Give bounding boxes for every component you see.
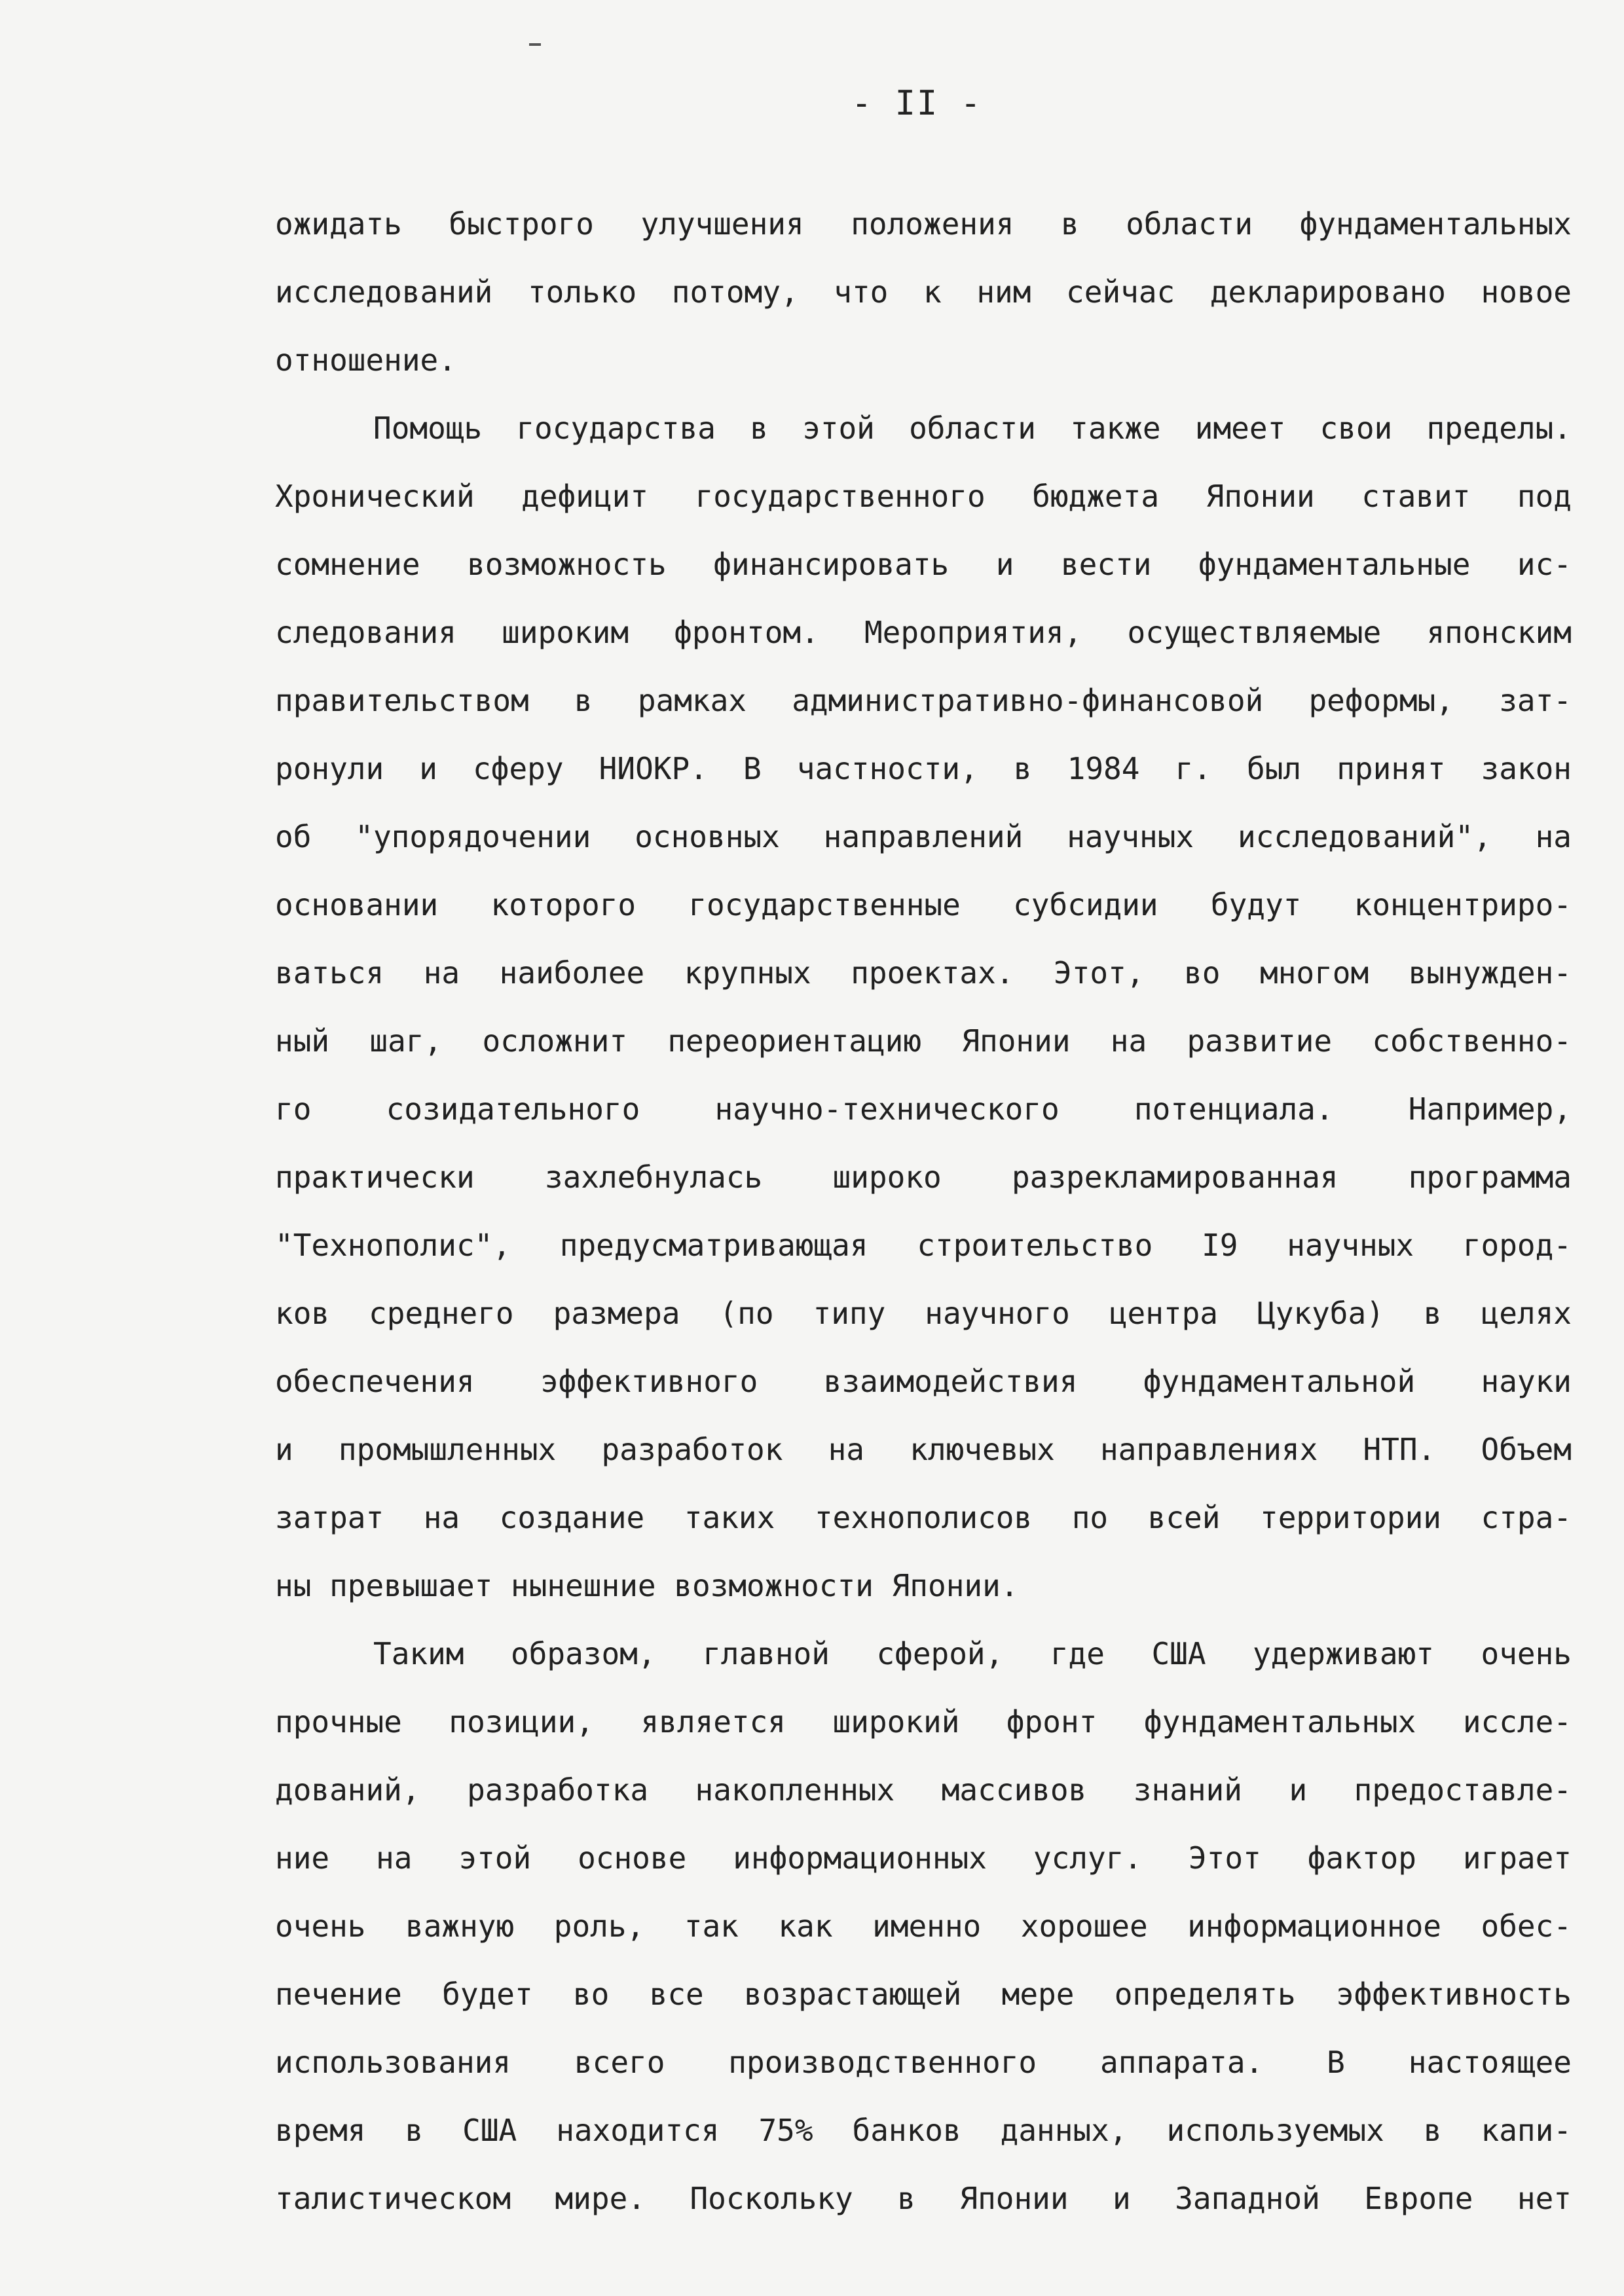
text-line: ны превышает нынешние возможности Японии. — [275, 1568, 1019, 1603]
top-mark — [529, 43, 541, 46]
text-line: талистическом мире. Поскольку в Японии и Западной Европе нет — [275, 2181, 1572, 2216]
text-line: прочные позиции, является широкий фронт фундаментальных иссле- — [275, 1704, 1572, 1740]
text-line: следования широким фронтом. Мероприятия, осуществляемые японским — [275, 615, 1572, 650]
text-line: исследований только потому, что к ним сейчас декларировано новое — [275, 274, 1572, 310]
text-line: го созидательного научно-технического потенциала. Например, — [275, 1091, 1572, 1127]
text-line: основании которого государственные субсидии будут концентриро- — [275, 887, 1572, 922]
page-number: - II - — [851, 84, 982, 123]
text-line: время в США находится 75% банков данных, используемых в капи- — [275, 2113, 1572, 2148]
body-text — [275, 190, 1572, 2232]
text-line: правительством в рамках административно-финансовой реформы, зат- — [275, 683, 1572, 718]
text-line: затрат на создание таких технополисов по всей территории стра- — [275, 1500, 1572, 1535]
text-line: Помощь государства в этой области также имеет свои пределы. — [373, 410, 1572, 446]
text-line: отношение. — [275, 342, 456, 378]
text-line: ный шаг, осложнит переориентацию Японии на развитие собственно- — [275, 1023, 1572, 1059]
text-line: использования всего производственного аппарата. В настоящее — [275, 2045, 1572, 2080]
text-line: практически захлебнулась широко разрекламированная программа — [275, 1159, 1572, 1195]
text-line: об "упорядочении основных направлений научных исследований", на — [275, 819, 1572, 854]
text-line: печение будет во все возрастающей мере определять эффективность — [275, 1977, 1572, 2012]
text-line: дований, разработка накопленных массивов знаний и предоставле- — [275, 1772, 1572, 1808]
text-line: очень важную роль, так как именно хорошее информационное обес- — [275, 1908, 1572, 1944]
text-line: Хронический дефицит государственного бюджета Японии ставит под — [275, 479, 1572, 514]
text-line: сомнение возможность финансировать и вести фундаментальные ис- — [275, 547, 1572, 582]
text-line: ков среднего размера (по типу научного центра Цукуба) в целях — [275, 1296, 1572, 1331]
text-line: и промышленных разработок на ключевых направлениях НТП. Объем — [275, 1432, 1572, 1467]
text-line: ваться на наиболее крупных проектах. Этот, во многом вынужден- — [275, 955, 1572, 991]
text-line: "Технополис", предусматривающая строительство I9 научных город- — [275, 1228, 1572, 1263]
text-line: ние на этой основе информационных услуг. Этот фактор играет — [275, 1840, 1572, 1876]
text-line: ожидать быстрого улучшения положения в области фундаментальных — [275, 206, 1572, 242]
text-line: обеспечения эффективного взаимодействия фундаментальной науки — [275, 1364, 1572, 1399]
text-line: ронули и сферу НИОКР. В частности, в 1984 г. был принят закон — [275, 751, 1572, 786]
text-line: Таким образом, главной сферой, где США удерживают очень — [373, 1636, 1572, 1671]
